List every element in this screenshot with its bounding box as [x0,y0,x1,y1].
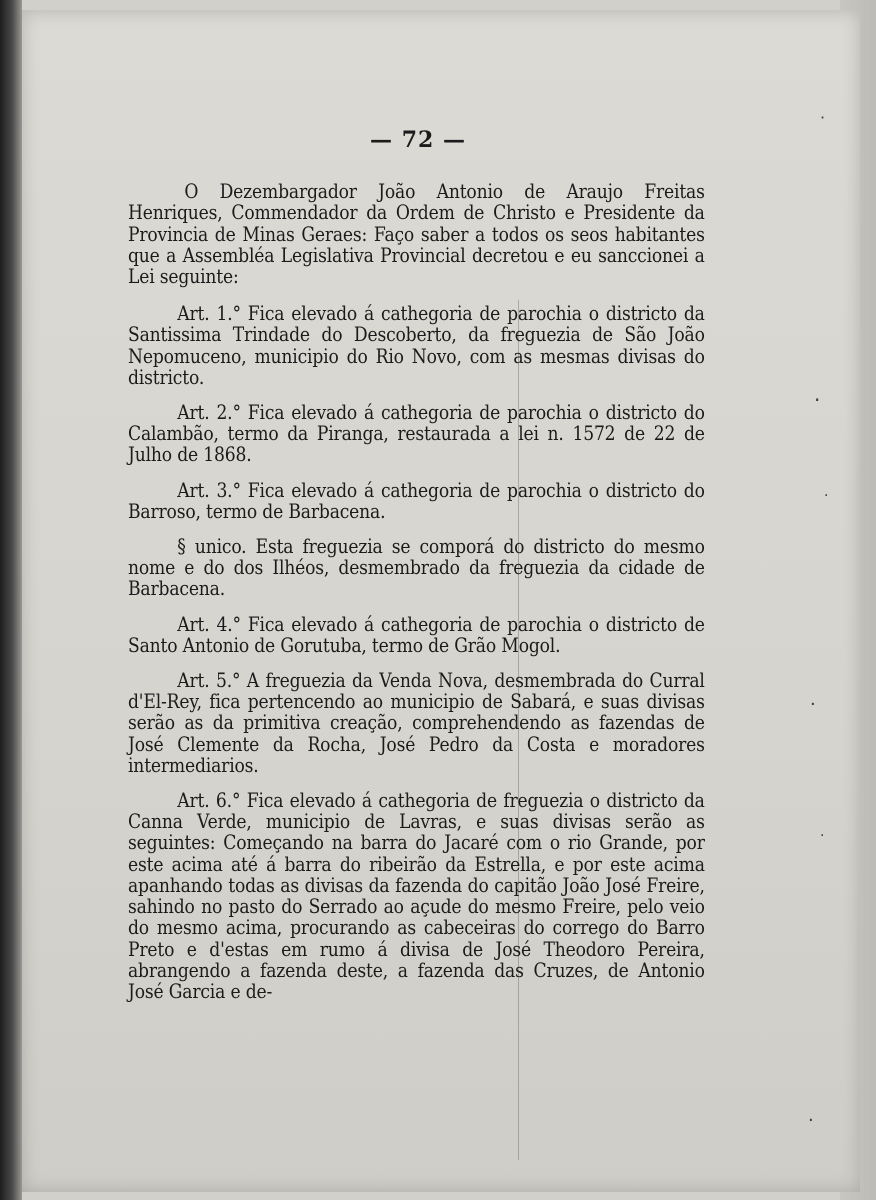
page-text [128,127,708,1016]
article-6-paragraph: Art. 6.° Fica elevado á cathegoria de freguezia o districto da Canna Verde, municipio de Lavras, e suas divisas serão as seguintes: Começando na barra do Jacaré com o rio Grande, por este acima até á barra do ribeirão da Estrella, e por este acima apanhando todas as divisas da fazenda do capitão João José Freire, sahindo no pasto do Serrado ao açude do mesmo Freire, pelo veio do mesmo acima, procurando as cabeceiras do corrego do Barro Preto e d'estas em rumo á divisa de José Theodoro Pereira, abrangendo a fazenda deste, a fazenda das Cruzes, de Antonio José Garcia e de- [128,789,705,1003]
margin-speck: · [810,694,816,715]
margin-speck: · [820,828,825,844]
binding-edge [0,0,22,1200]
article-4-paragraph: Art. 4.° Fica elevado á cathegoria de parochia o districto de Santo Antonio de Gorutuba, termo de Grão Mogol. [128,612,705,657]
margin-speck: · [820,108,826,127]
article-1-paragraph: Art. 1.° Fica elevado á cathegoria de parochia o districto da Santissima Trindade do Descoberto, da freguezia de São João Nepomuceno, municipio do Rio Novo, com as mesmas divisas do districto. [128,302,705,389]
preamble-paragraph: O Dezembargador João Antonio de Araujo Freitas Henriques, Commendador da Ordem de Christo e Presidente da Provincia de Minas Geraes: Faço saber a todos os seos habitantes que a Assembléa Legislativa Provincial decretou e eu sanccionei a Lei seguinte: [128,180,705,289]
article-3-paragraph: Art. 3.° Fica elevado á cathegoria de parochia o districto do Barroso, termo de Barbacena. [128,478,705,523]
page-number: — 72 — [370,127,466,153]
margin-speck: · [814,388,821,412]
margin-speck: · [824,488,829,504]
margin-speck: · [808,1110,814,1131]
section-unico-paragraph: § unico. Esta freguezia se comporá do districto do mesmo nome e do dos Ilhéos, desmembrado da freguezia da cidade de Barbacena. [128,535,705,601]
article-2-paragraph: Art. 2.° Fica elevado á cathegoria de parochia o districto do Calambão, termo da Piranga, restaurada a lei n. 1572 de 22 de Julho de 1868. [128,401,705,467]
article-5-paragraph: Art. 5.° A freguezia da Venda Nova, desmembrada do Curral d'El-Rey, fica pertencendo ao municipio de Sabará, e suas divisas serão as da primitiva creação, comprehendendo as fazendas de José Clemente da Rocha, José Pedro da Costa e moradores intermediarios. [128,669,705,777]
